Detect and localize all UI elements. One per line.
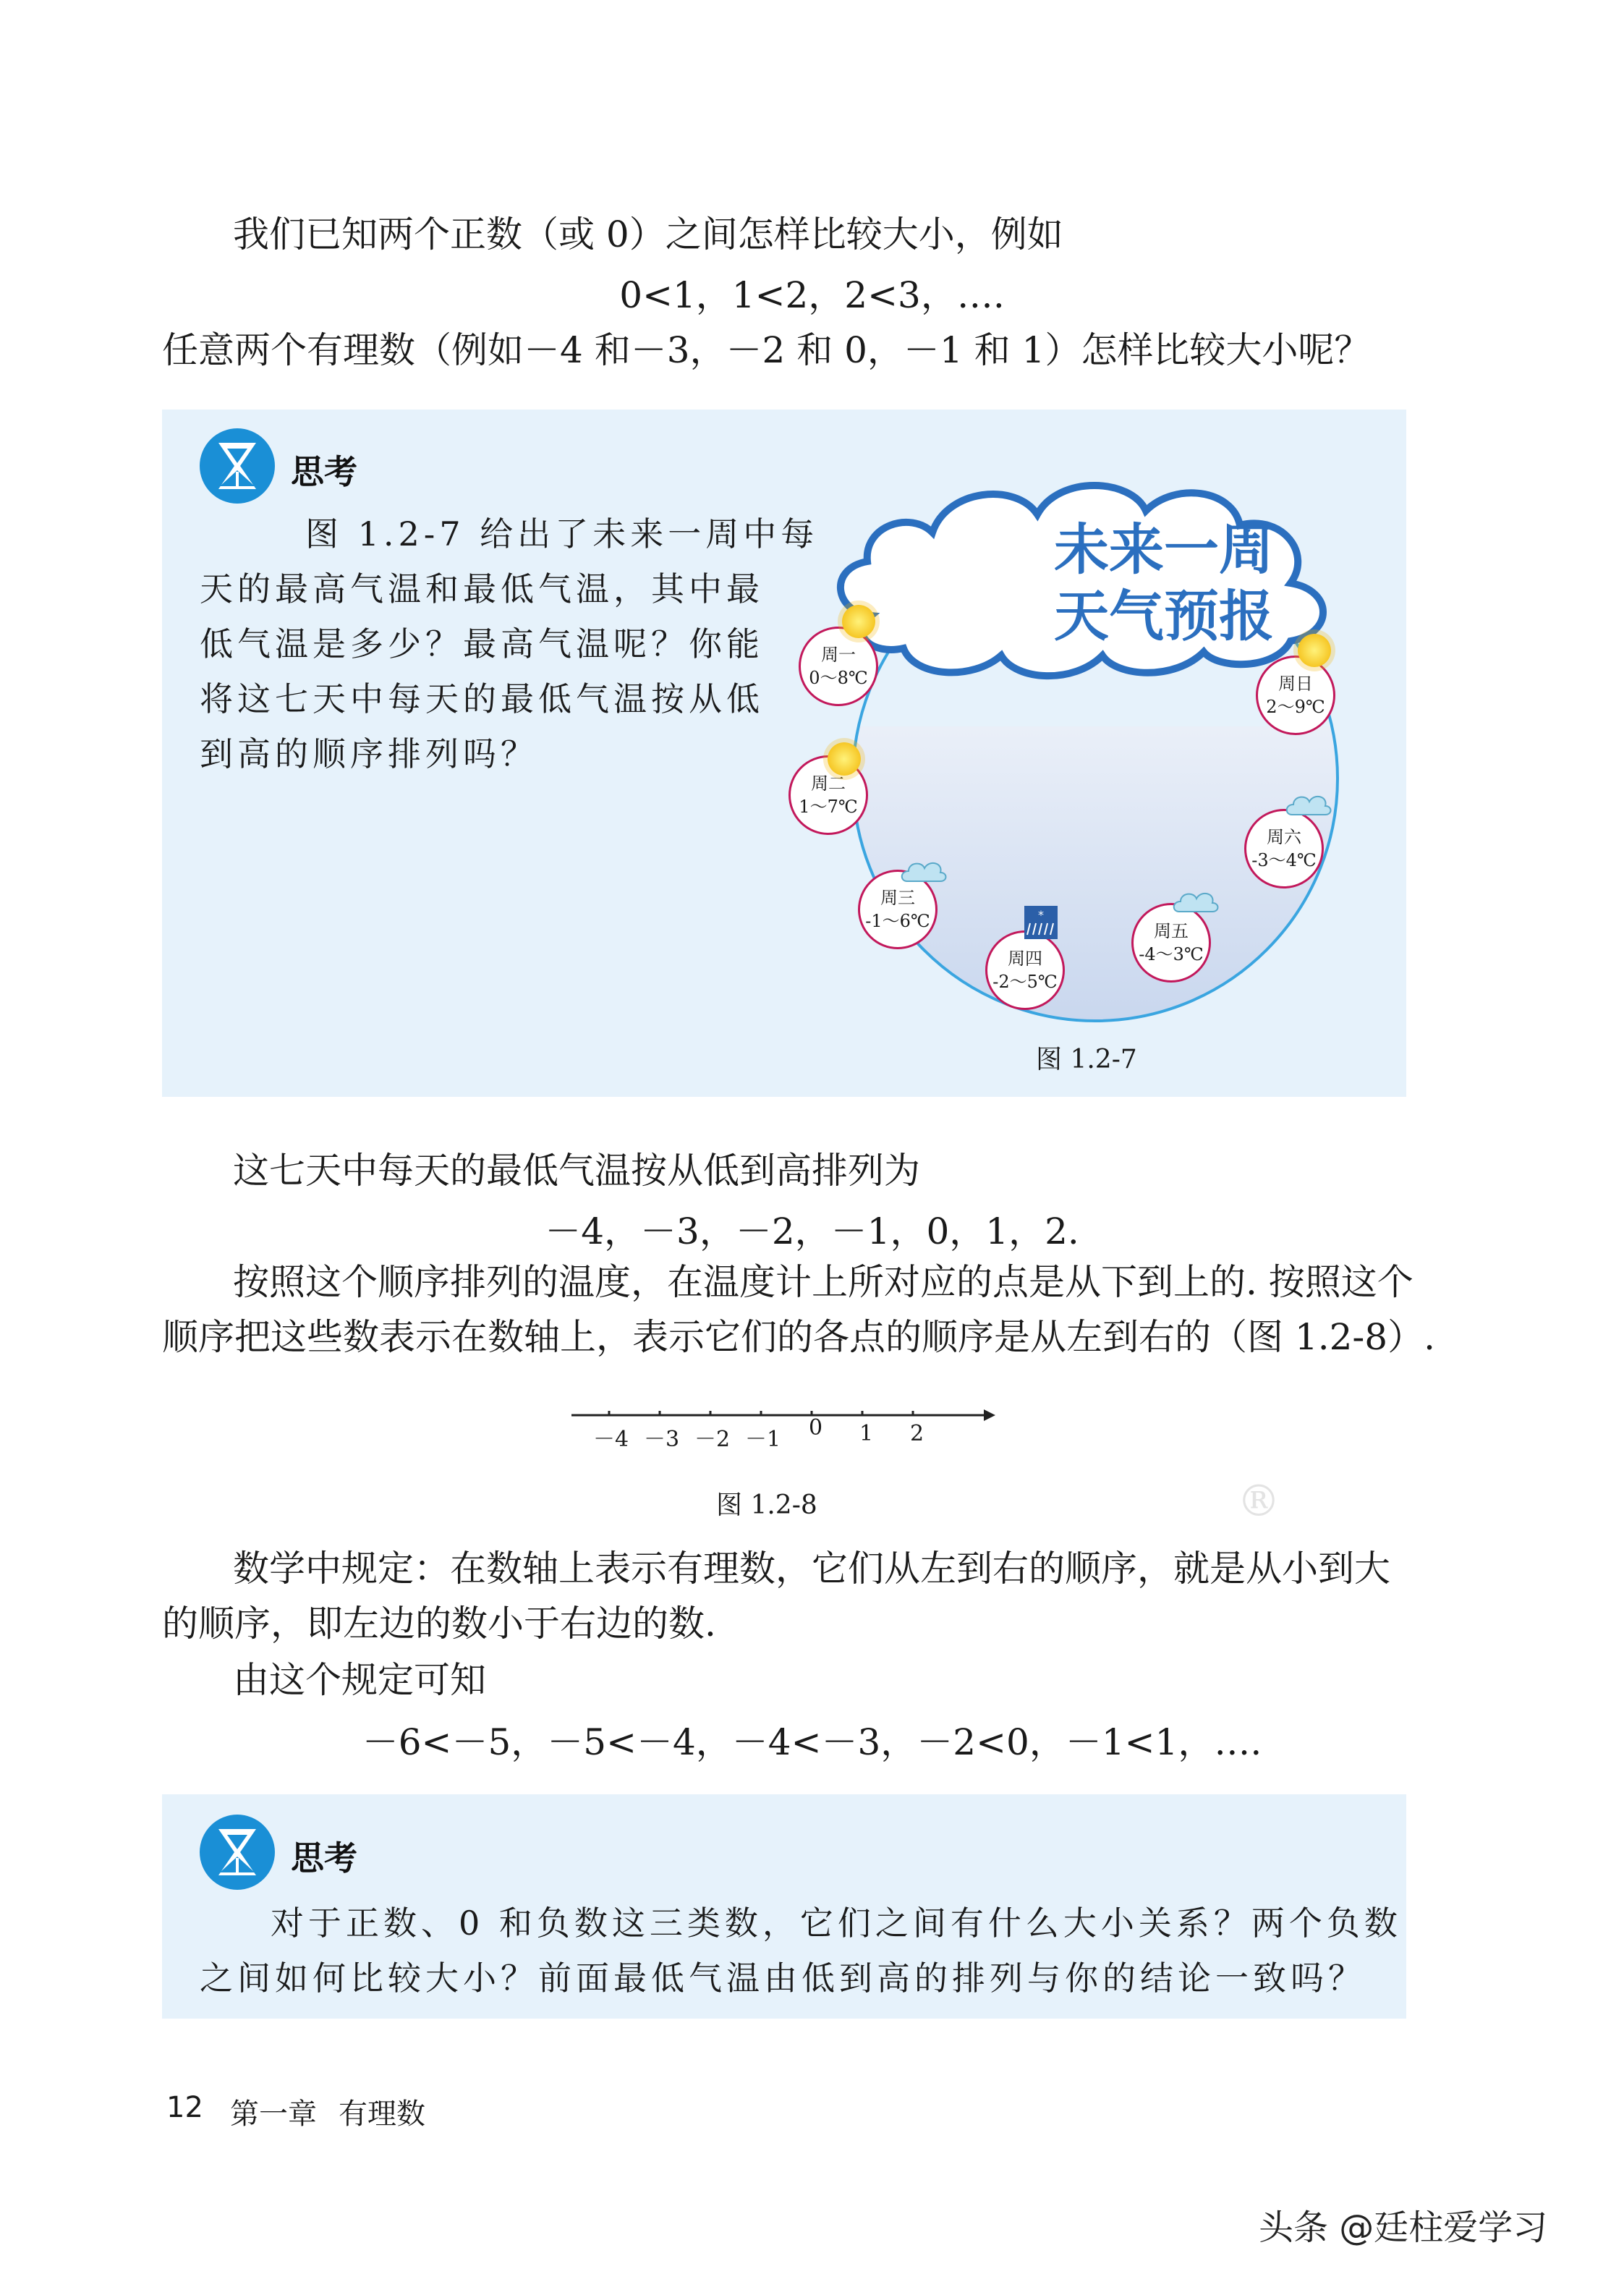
think-title: 思考 xyxy=(291,452,357,491)
forecast-title-line2: 天气预报 xyxy=(1054,584,1274,648)
day-name: 周日 xyxy=(1278,674,1313,694)
day-name: 周二 xyxy=(811,773,846,794)
sun-icon xyxy=(1298,634,1331,667)
cloud-icon xyxy=(1172,887,1220,916)
svg-text:*: * xyxy=(1038,908,1044,922)
body-paragraph: 的顺序，即左边的数小于右边的数. xyxy=(162,1603,716,1645)
body-paragraph: 顺序把这些数表示在数轴上，表示它们的各点的顺序是从左到右的（图 1.2-8）. xyxy=(162,1316,1436,1358)
think-title: 思考 xyxy=(291,1838,357,1878)
axis-tick-label: 0 xyxy=(809,1415,823,1441)
day-temp: 1～7℃ xyxy=(799,797,858,817)
day-temp: 2～9℃ xyxy=(1266,697,1325,717)
axis-tick-label: 1 xyxy=(859,1421,874,1446)
page-number: 12 xyxy=(166,2091,203,2124)
body-paragraph: 由这个规定可知 xyxy=(233,1659,486,1701)
axis-tick-label: －3 xyxy=(644,1427,680,1452)
number-line-labels xyxy=(564,1415,998,1457)
snow-icon xyxy=(1024,906,1058,939)
intro-formula: 0<1，1<2，2<3，…. xyxy=(619,274,1005,316)
axis-tick-label: －1 xyxy=(745,1427,781,1452)
axis-tick-label: －2 xyxy=(694,1427,731,1452)
think-icon xyxy=(198,1813,276,1891)
day-circle-saturday xyxy=(1244,809,1324,888)
cloud-icon xyxy=(1285,790,1332,819)
intro-line: 我们已知两个正数（或 0）之间怎样比较大小，例如 xyxy=(233,213,1063,255)
figure-caption: 图 1.2-7 xyxy=(1036,1045,1137,1074)
intro-question: 任意两个有理数（例如－4 和－3，－2 和 0，－1 和 1）怎样比较大小呢？ xyxy=(162,329,1371,371)
day-temp: -4～3℃ xyxy=(1139,944,1204,964)
day-name: 周四 xyxy=(1008,949,1042,969)
source-watermark: 头条 @廷柱爱学习 xyxy=(1259,2207,1548,2248)
think-box-1 xyxy=(162,410,1406,1097)
day-name: 周三 xyxy=(880,888,915,908)
body-paragraph: 数学中规定：在数轴上表示有理数，它们从左到右的顺序，就是从小到大 xyxy=(233,1548,1390,1590)
day-temp: -3～4℃ xyxy=(1251,850,1317,870)
body-formula: －6<－5，－5<－4，－4<－3，－2<0，－1<1，…. xyxy=(362,1721,1262,1763)
day-temp: 0～8℃ xyxy=(809,668,868,688)
think-line: 之间如何比较大小？前面最低气温由低到高的排列与你的结论一致吗？ xyxy=(200,1959,1366,1998)
axis-tick-label: 2 xyxy=(910,1421,924,1446)
day-name: 周五 xyxy=(1154,921,1189,941)
think-line: 将这七天中每天的最低气温按从低 xyxy=(200,679,764,718)
figure-caption: 图 1.2-8 xyxy=(716,1490,817,1520)
think-icon xyxy=(198,427,276,505)
think-line: 图 1.2-7 给出了未来一周中每 xyxy=(305,514,819,553)
body-paragraph: 按照这个顺序排列的温度，在温度计上所对应的点是从下到上的. 按照这个 xyxy=(233,1261,1413,1303)
sun-icon xyxy=(842,605,875,638)
forecast-title-line1: 未来一周 xyxy=(1054,517,1274,582)
forecast-title xyxy=(1045,517,1283,650)
think-line: 对于正数、0 和负数这三类数，它们之间有什么大小关系？两个负数 xyxy=(271,1904,1402,1943)
day-circle-monday xyxy=(799,627,878,706)
sun-icon xyxy=(828,742,861,776)
body-paragraph: 这七天中每天的最低气温按从低到高排列为 xyxy=(233,1150,920,1192)
chapter-title: 有理数 xyxy=(339,2097,425,2131)
registered-mark: ® xyxy=(1237,1476,1280,1527)
day-circle-sunday xyxy=(1256,656,1335,735)
day-name: 周一 xyxy=(821,645,856,665)
chapter-label: 第一章 xyxy=(230,2097,317,2131)
day-temp: -1～6℃ xyxy=(865,911,930,931)
think-line: 到高的顺序排列吗？ xyxy=(200,734,538,773)
think-line: 天的最高气温和最低气温，其中最 xyxy=(200,569,764,608)
axis-tick-label: －4 xyxy=(593,1427,629,1452)
day-circle-thursday xyxy=(985,930,1065,1010)
body-formula: －4，－3，－2，－1，0，1，2. xyxy=(545,1210,1079,1252)
think-box-2 xyxy=(162,1794,1406,2019)
cloud-icon xyxy=(900,857,948,886)
think-line: 低气温是多少？最高气温呢？你能 xyxy=(200,624,764,663)
day-name: 周六 xyxy=(1267,827,1301,847)
day-temp: -2～5℃ xyxy=(992,972,1058,992)
